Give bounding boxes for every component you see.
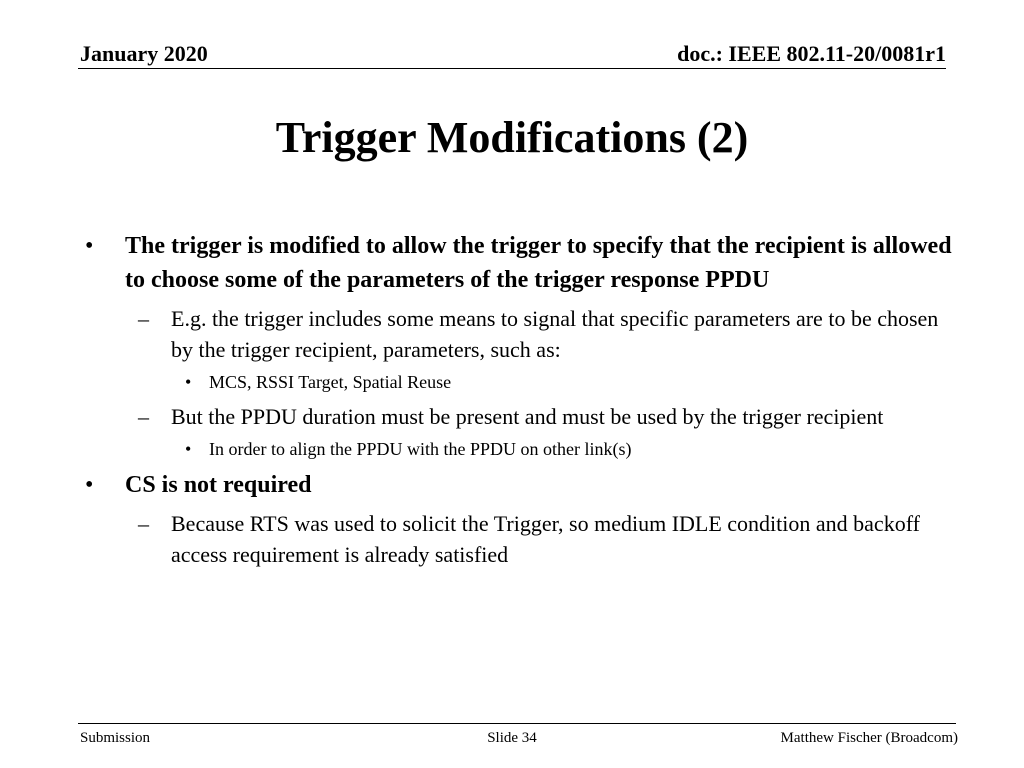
sub-sub-bullet-text: MCS, RSSI Target, Spatial Reuse — [209, 372, 452, 392]
slide-body — [0, 229, 1024, 570]
header-date: January 2020 — [80, 41, 208, 66]
sub-sub-bullet-align — [185, 436, 949, 462]
sub-bullet-ppdu-duration — [138, 401, 951, 432]
header-doc-id: doc.: IEEE 802.11-20/0081r1 — [677, 41, 946, 66]
bullet-trigger-modified — [85, 229, 955, 297]
bullet-marker: • — [85, 472, 94, 498]
bullet-marker: • — [185, 439, 192, 459]
slide-title: Trigger Modifications (2) — [275, 113, 749, 162]
bullet-marker: • — [85, 233, 94, 259]
footer-slide-number: Slide 34 — [487, 730, 537, 746]
bullet-text: The trigger is modified to allow the trigger to specify that the recipient is allowed to choose some of the parameters of the trigger response PPDU — [125, 233, 952, 293]
sub-sub-bullet-text: In order to align the PPDU with the PPDU on other link(s) — [209, 439, 632, 459]
sub-bullet-text: But the PPDU duration must be present and must be used by the trigger recipient — [171, 404, 884, 429]
bullet-marker: • — [185, 372, 192, 392]
footer-divider — [78, 723, 956, 724]
dash-marker: – — [138, 404, 149, 429]
sub-bullet-example — [138, 303, 951, 365]
footer-submission: Submission — [80, 730, 151, 746]
footer-author: Matthew Fischer (Broadcom) — [780, 730, 958, 746]
dash-marker: – — [138, 511, 149, 536]
sub-bullet-text: E.g. the trigger includes some means to signal that specific parameters are to be chosen by the trigger recipient, parameters, such as: — [171, 306, 939, 362]
sub-sub-bullet-parameters — [185, 369, 949, 395]
bullet-cs-not-required — [85, 468, 955, 502]
dash-marker: – — [138, 306, 149, 331]
bullet-text: CS is not required — [125, 472, 312, 498]
sub-bullet-rts — [138, 508, 951, 570]
sub-bullet-text: Because RTS was used to solicit the Trigger, so medium IDLE condition and backoff access requirement is already satisfied — [171, 511, 920, 567]
header-divider — [78, 68, 946, 69]
